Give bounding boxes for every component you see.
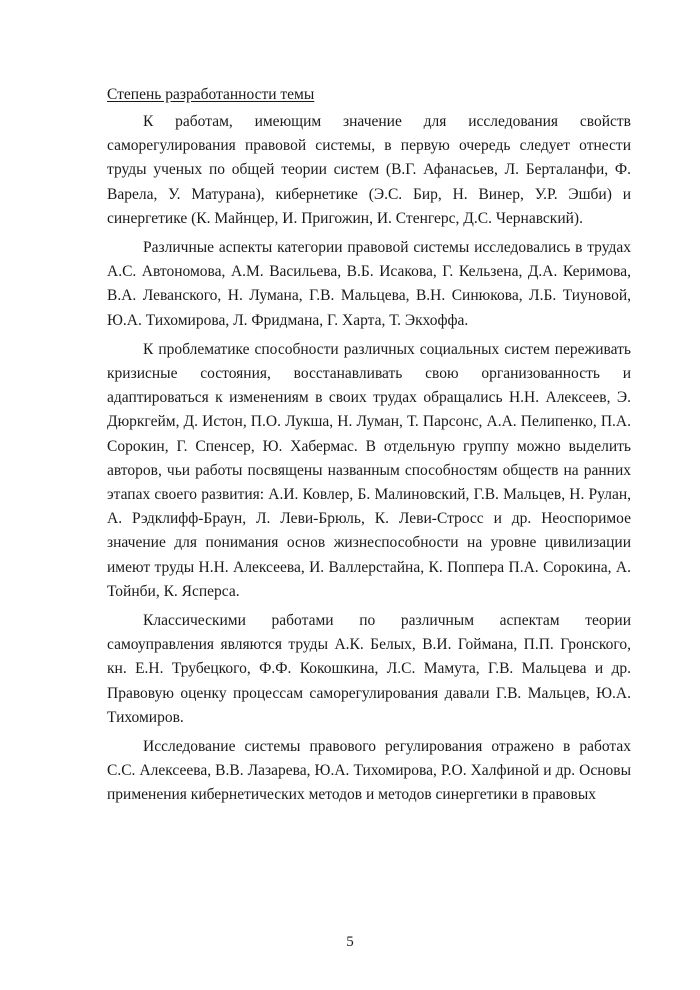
paragraph-1: К работам, имеющим значение для исследования свойств саморегулирования правовой системы, в первую очередь следует отнести труды ученых по общей теории систем (В.Г. Афанасьев, Л. Берталанфи, Ф. Варела, У. Матурана), кибернетике (Э.С. Бир, Н. Винер, У.Р. Эшби) и синергетике (К. Майнцер, И. Пригожин, И. Стенгерс, Д.С. Чернавский). <box>107 113 631 227</box>
page-number: 5 <box>346 934 354 950</box>
page-content <box>107 83 631 813</box>
paragraph-2: Различные аспекты категории правовой системы исследовались в трудах А.С. Автономова, А.М. Васильева, В.Б. Исакова, Г. Кельзена, Д.А. Керимова, В.А. Леванского, Н. Лумана, Г.В. Мальцева, В.Н. Синюкова, Л.Б. Тиуновой, Ю.А. Тихомирова, Л. Фридмана, Г. Харта, Т. Экхоффа. <box>107 239 631 329</box>
paragraph-5: Исследование системы правового регулирования отражено в работах С.С. Алексеева, В.В. Лазарева, Ю.А. Тихомирова, Р.О. Халфиной и др. Основы применения кибернетических методов и методов синергетики в правовых <box>107 738 631 804</box>
paragraph-3: К проблематике способности различных социальных систем переживать кризисные состояния, восстанавливать свою организованность и адаптироваться к изменениям в своих трудах обращались Н.Н. Алексеев, Э. Дюркгейм, Д. Истон, П.О. Лукша, Н. Луман, Т. Парсонс, А.А. Пелипенко, П.А. Сорокин, Г. Спенсер, Ю. Хабермас. В отдельную группу можно выделить авторов, чьи работы посвящены названным способностям обществ на ранних этапах своего развития: А.И. Ковлер, Б. Малиновский, Г.В. Мальцев, Н. Рулан, А. Рэдклифф-Браун, Л. Леви-Брюль, К. Леви-Стросс и др. Неоспоримое значение для понимания основ жизнеспособности на уровне цивилизации имеют труды Н.Н. Алексеева, И. Валлерстайна, К. Поппера П.А. Сорокина, А. Тойнби, К. Ясперса. <box>107 340 631 600</box>
paragraph-4: Классическими работами по различным аспектам теории самоуправления являются труды А.К. Белых, В.И. Гоймана, П.П. Гронского, кн. Е.Н. Трубецкого, Ф.Ф. Кокошкина, Л.С. Мамута, Г.В. Мальцева и др. Правовую оценку процессам саморегулирования давали Г.В. Мальцев, Ю.А. Тихомиров. <box>107 612 631 726</box>
section-heading: Степень разработанности темы <box>107 86 315 103</box>
